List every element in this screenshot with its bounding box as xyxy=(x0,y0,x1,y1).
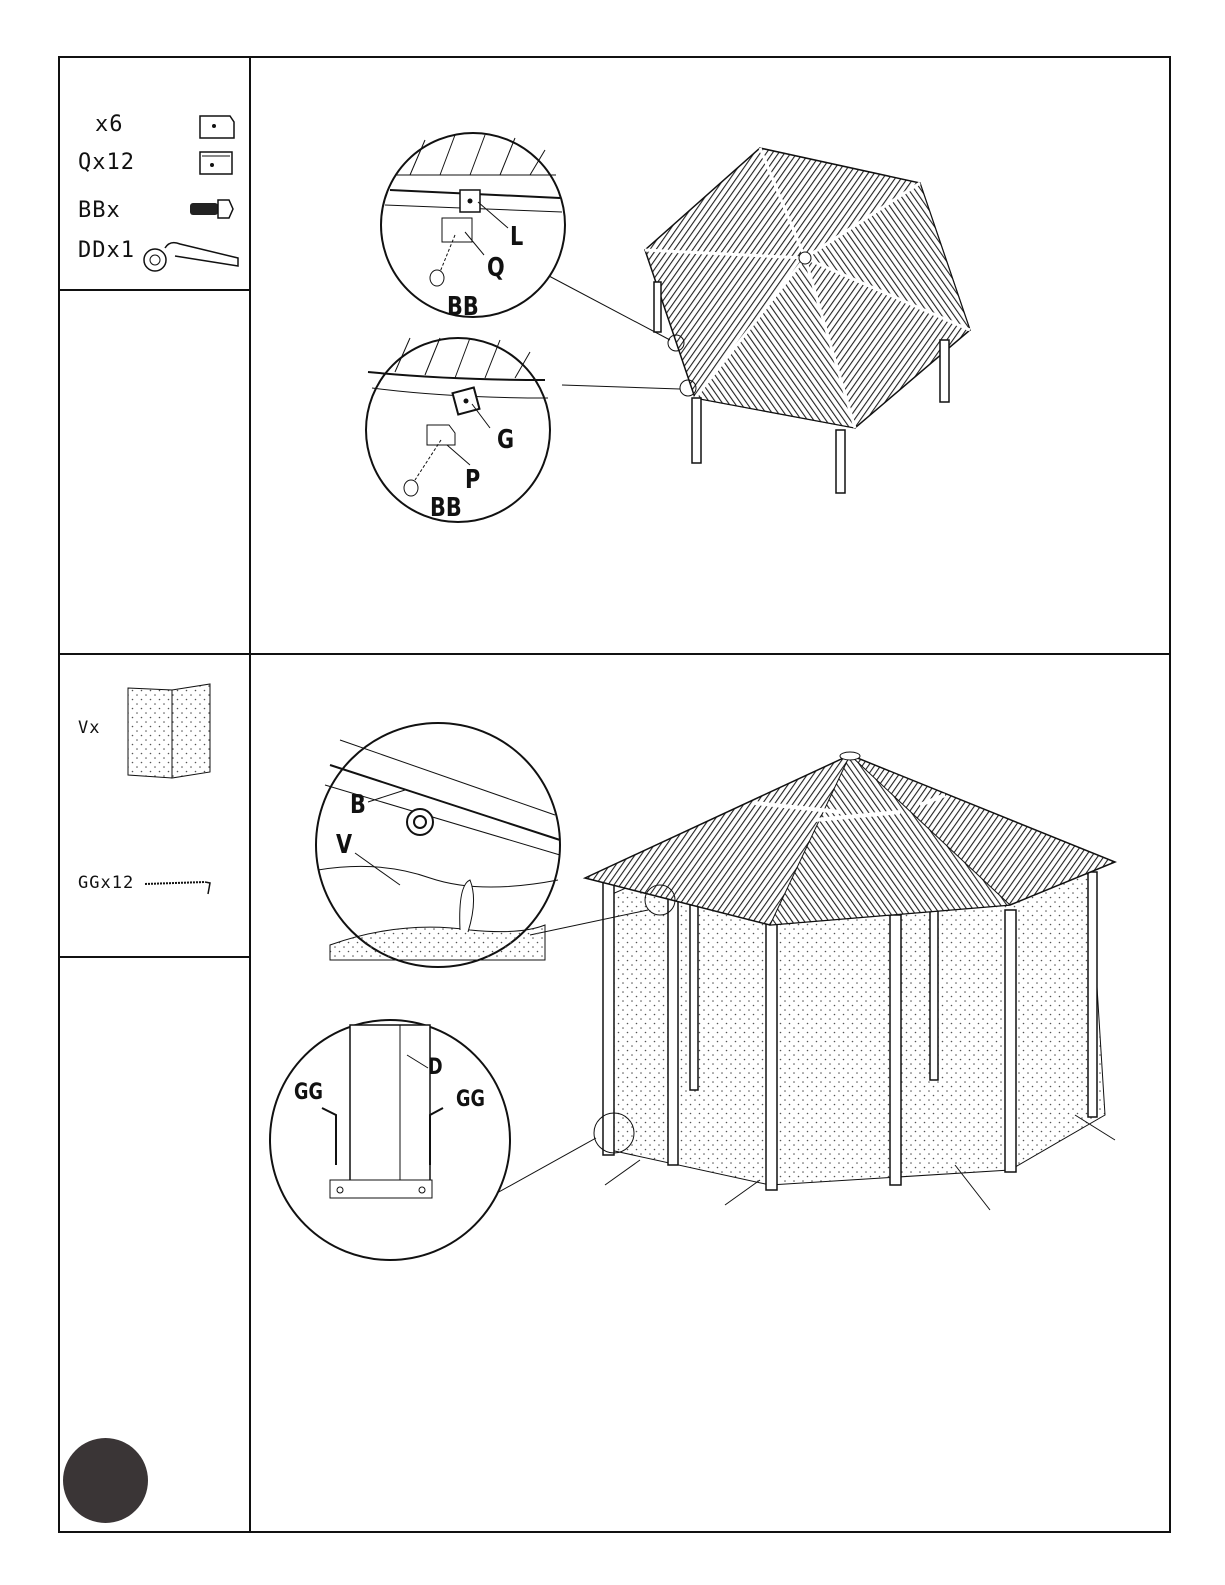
detail-circle-post xyxy=(270,1020,510,1260)
callout-p: P xyxy=(465,465,481,495)
callout-q: Q xyxy=(487,253,505,283)
page-number-badge xyxy=(63,1438,148,1523)
gazebo-roof-illustration xyxy=(549,148,970,493)
ground-stake-icon xyxy=(145,882,210,894)
callout-d: D xyxy=(428,1055,443,1080)
callout-g: G xyxy=(497,425,515,455)
part-label-bb: BBx xyxy=(78,198,121,223)
callout-l: L xyxy=(510,222,524,252)
part-label-v: Vx xyxy=(78,718,101,738)
callout-bb-bottom: BB xyxy=(430,493,462,523)
bracket-q-icon xyxy=(200,152,232,174)
part-label-q: Qx12 xyxy=(78,150,135,175)
hex-wrench-icon xyxy=(144,243,238,271)
detail-circle-wall xyxy=(316,723,560,967)
part-label-l: x6 xyxy=(95,112,124,137)
callout-v: V xyxy=(336,830,353,860)
part-label-gg: GGx12 xyxy=(78,873,135,893)
side-panel-icon xyxy=(128,684,210,778)
part-label-dd: DDx1 xyxy=(78,238,135,263)
callout-bb-top: BB xyxy=(447,292,479,322)
callout-gg-left: GG xyxy=(294,1080,323,1105)
bracket-l-icon xyxy=(200,116,234,138)
callout-gg-right: GG xyxy=(456,1087,485,1112)
detail-circle-top xyxy=(381,133,565,317)
bolt-icon xyxy=(190,200,233,218)
callout-b: B xyxy=(350,790,366,820)
